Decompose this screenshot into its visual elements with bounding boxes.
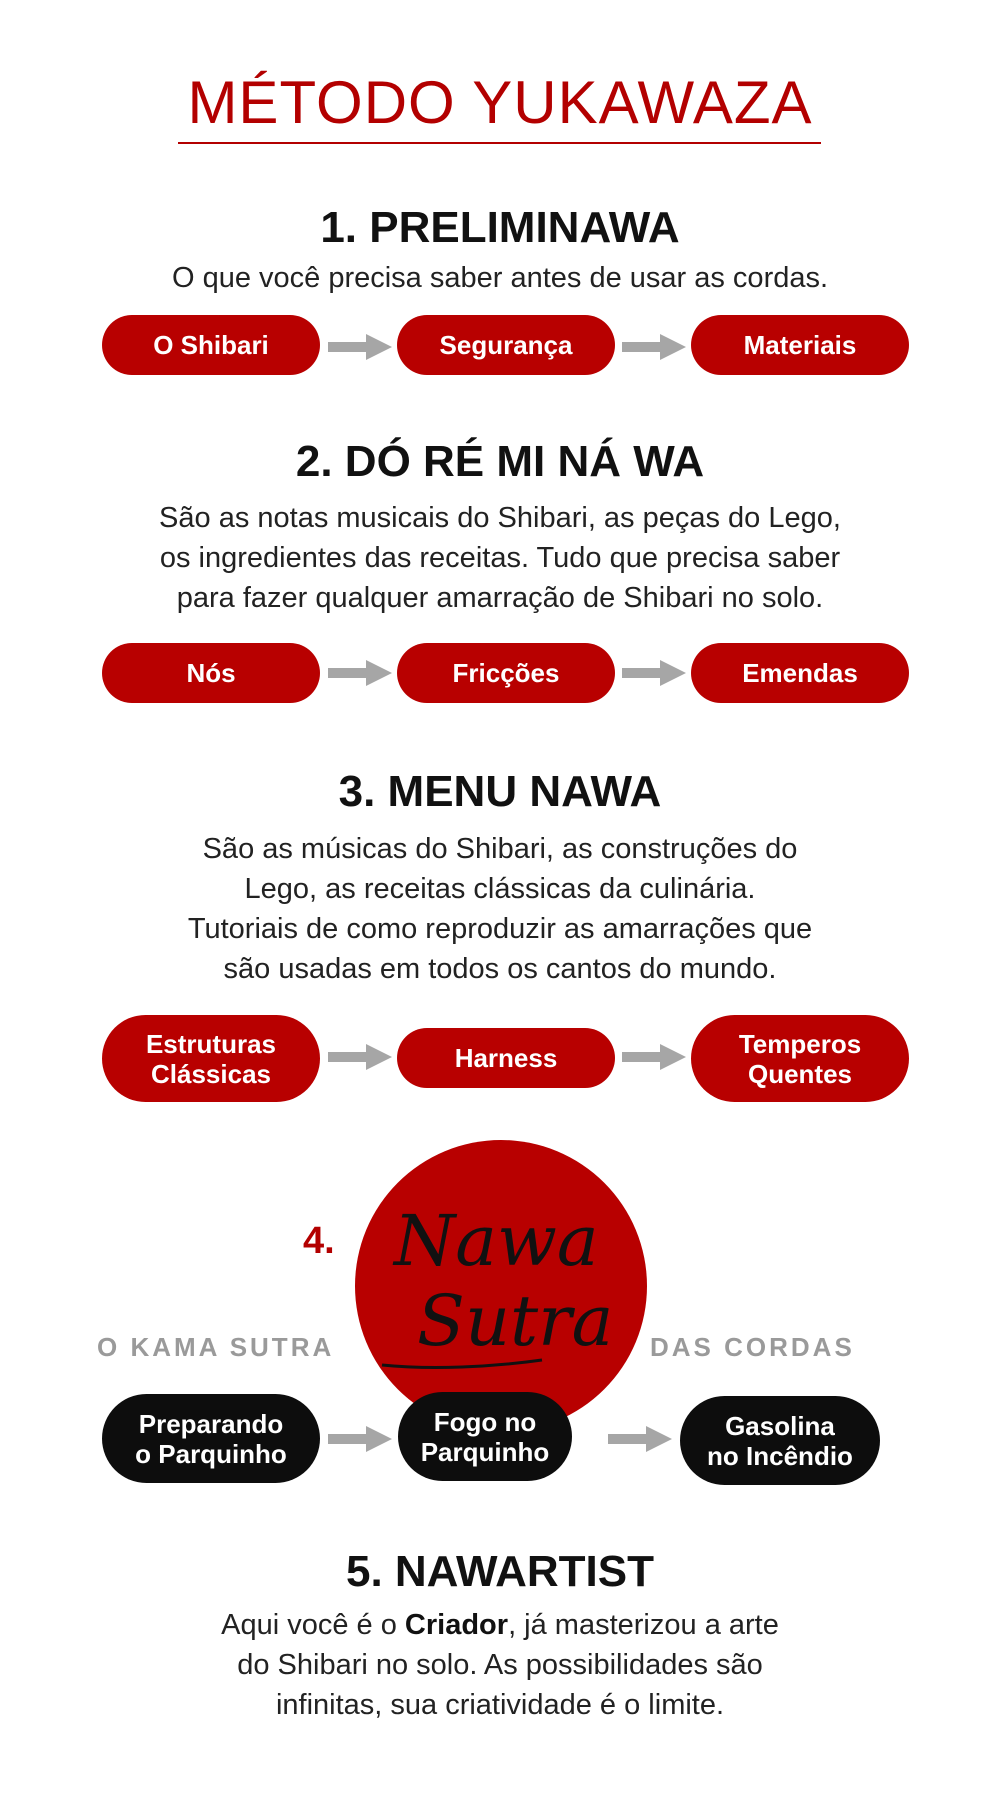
section-2-heading: 2. DÓ RÉ MI NÁ WA bbox=[295, 437, 705, 486]
description-line: São as notas musicais do Shibari, as peças do Lego, bbox=[159, 502, 841, 534]
step-label-line2: Quentes bbox=[747, 1058, 853, 1089]
title-underline bbox=[178, 142, 821, 144]
section-1-description: O que você precisa saber antes de usar as cordas. bbox=[171, 262, 829, 294]
section-1-heading: 1. PRELIMINAWA bbox=[320, 203, 680, 252]
step-label-line2: Parquinho bbox=[420, 1436, 550, 1467]
section-5-description bbox=[50, 1605, 950, 1725]
step-materiais bbox=[691, 315, 909, 375]
description-line: para fazer qualquer amarração de Shibari no solo. bbox=[176, 582, 824, 614]
step-label-line2: no Incêndio bbox=[707, 1440, 853, 1471]
arrow-right-icon bbox=[620, 656, 688, 690]
description-line: infinitas, sua criatividade é o limite. bbox=[275, 1689, 725, 1721]
step-label-line1: Fogo no bbox=[433, 1406, 537, 1437]
step-temperos-quentes bbox=[691, 1015, 909, 1102]
step-gasolina-no-incendio bbox=[680, 1396, 880, 1485]
kama-sutra-label: O KAMA SUTRA bbox=[97, 1332, 335, 1362]
step-label: Segurança bbox=[439, 330, 573, 360]
section-3-description bbox=[50, 829, 950, 989]
text-segment: , já masterizou a arte bbox=[508, 1609, 779, 1641]
step-seguranca bbox=[397, 315, 615, 375]
nawa-sutra-logo bbox=[372, 1195, 652, 1375]
description-line: são usadas em todos os cantos do mundo. bbox=[223, 953, 777, 985]
step-label-line1: Estruturas bbox=[145, 1028, 277, 1059]
step-label: Harness bbox=[454, 1043, 558, 1073]
step-label-line2: Clássicas bbox=[151, 1058, 271, 1089]
step-label: Materiais bbox=[743, 330, 857, 360]
step-label: Nós bbox=[186, 658, 236, 688]
description-line: os ingredientes das receitas. Tudo que precisa saber bbox=[159, 542, 841, 574]
section-4-number: 4. bbox=[303, 1220, 335, 1262]
section-2-description bbox=[50, 498, 950, 618]
page-title: MÉTODO YUKAWAZA bbox=[187, 69, 813, 136]
step-harness bbox=[397, 1028, 615, 1088]
arrow-right-icon bbox=[326, 1040, 394, 1074]
step-fogo-no-parquinho bbox=[398, 1392, 572, 1481]
step-label-line1: Temperos bbox=[738, 1028, 862, 1059]
step-preparando-o-parquinho bbox=[102, 1394, 320, 1483]
section-5-heading: 5. NAWARTIST bbox=[345, 1547, 655, 1596]
criador-emphasis: Criador bbox=[404, 1609, 509, 1641]
step-label-line2: o Parquinho bbox=[135, 1438, 287, 1469]
arrow-right-icon bbox=[326, 1422, 394, 1456]
description-line: Lego, as receitas clássicas da culinária. bbox=[244, 873, 756, 905]
step-label: O Shibari bbox=[153, 330, 269, 360]
step-friccoes bbox=[397, 643, 615, 703]
description-line bbox=[50, 1605, 950, 1645]
arrow-right-icon bbox=[326, 330, 394, 364]
logo-text-line2: Sutra bbox=[417, 1280, 614, 1362]
step-nos bbox=[102, 643, 320, 703]
arrow-right-icon bbox=[620, 1040, 688, 1074]
section-3-heading: 3. MENU NAWA bbox=[338, 767, 662, 816]
step-o-shibari bbox=[102, 315, 320, 375]
text-segment: Aqui você é o bbox=[221, 1609, 405, 1641]
step-estruturas-classicas bbox=[102, 1015, 320, 1102]
description-line: Tutoriais de como reproduzir as amarrações que bbox=[187, 913, 813, 945]
step-label: Emendas bbox=[742, 658, 858, 688]
step-label-line1: Preparando bbox=[138, 1408, 284, 1439]
logo-text-line1: Nawa bbox=[394, 1200, 599, 1282]
step-label-line1: Gasolina bbox=[725, 1410, 835, 1441]
das-cordas-label: DAS CORDAS bbox=[650, 1332, 855, 1362]
description-line: do Shibari no solo. As possibilidades são bbox=[237, 1649, 763, 1681]
arrow-right-icon bbox=[326, 656, 394, 690]
step-label: Fricções bbox=[452, 658, 560, 688]
step-emendas bbox=[691, 643, 909, 703]
arrow-right-icon bbox=[606, 1422, 674, 1456]
description-line: São as músicas do Shibari, as construções do bbox=[202, 833, 798, 865]
arrow-right-icon bbox=[620, 330, 688, 364]
